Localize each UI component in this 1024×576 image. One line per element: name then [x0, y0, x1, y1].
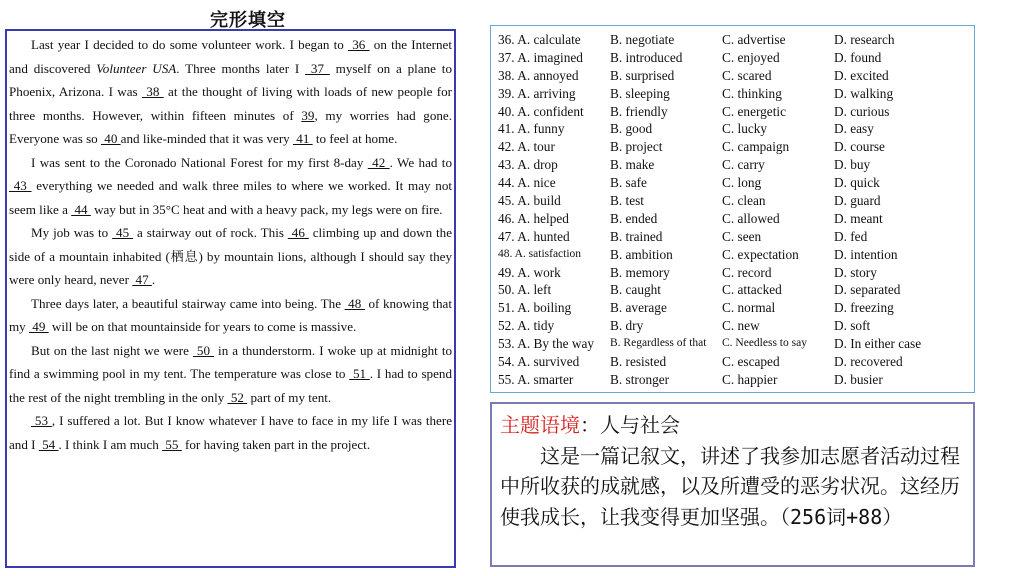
- passage-text: I was sent to the Coronado National Forest for my first 8-day: [31, 154, 368, 170]
- option-c: C. scared: [722, 67, 772, 83]
- option-d: D. busier: [834, 371, 883, 387]
- blank-50: 50: [192, 342, 215, 358]
- passage-paragraph: [9, 151, 452, 222]
- option-row: [498, 335, 970, 353]
- option-row: [498, 192, 970, 210]
- option-row: [498, 103, 970, 121]
- option-b: B. ambition: [610, 246, 673, 262]
- option-d: D. soft: [834, 318, 871, 334]
- blank-45: 45: [112, 225, 134, 240]
- option-a: 36. A. calculate: [498, 32, 581, 47]
- option-b: B. safe: [610, 175, 647, 191]
- option-b: B. caught: [610, 282, 661, 298]
- option-a: 51. A. boiling: [498, 300, 572, 316]
- blank-40: 40: [101, 131, 121, 146]
- blank-41: 41: [293, 131, 313, 146]
- passage-text: But on the last night we were: [31, 342, 193, 358]
- option-d: D. buy: [834, 157, 871, 173]
- option-row: [498, 228, 970, 246]
- passage-text: . I had to spend the rest of the night trembling in the only: [9, 366, 453, 405]
- option-a: 49. A. work: [498, 264, 561, 280]
- theme-label: 主题语境: [500, 413, 580, 437]
- option-a: 55. A. smarter: [498, 371, 574, 387]
- blank-44: 44: [71, 201, 91, 217]
- passage-text: of knowing that my: [9, 295, 453, 334]
- option-b: B. negotiate: [610, 32, 675, 47]
- option-d: D. found: [834, 49, 882, 65]
- option-d: D. excited: [834, 67, 889, 83]
- option-a: 47. A. hunted: [498, 228, 570, 244]
- option-c: C. carry: [722, 157, 765, 173]
- option-a: 52. A. tidy: [498, 318, 555, 334]
- option-b: B. Regardless of that: [610, 337, 707, 350]
- option-d: D. intention: [834, 246, 898, 262]
- passage-paragraph: [9, 33, 452, 151]
- blank-39: 39: [301, 107, 315, 123]
- passage-text: everything we needed and walk three miles to where we worked. It may not seem like a: [9, 178, 453, 217]
- option-row: [498, 120, 970, 138]
- blank-42: 42: [367, 154, 390, 170]
- blank-54: 54: [38, 436, 59, 452]
- theme-body: 这是一篇记叙文，讲述了我参加志愿者活动过程中所收获的成就感，以及所遭受的恶劣状况。这经历使我成长，让我变得更加坚强。（256词+88）: [500, 443, 960, 529]
- passage-text: will be on that mountainside for years to come is massive.: [48, 319, 357, 334]
- passage-text: climbing up and down the side of a mountain inhabited (栖息) by mountain lions, although I should say they were only heard, never: [9, 225, 453, 287]
- option-c: C. new: [722, 318, 760, 334]
- passage-text: My job was to: [31, 225, 113, 240]
- passage-text: , my worries had gone. Everyone was so: [9, 107, 452, 146]
- passage-text: Three days later, a beautiful stairway came into being. The: [31, 295, 345, 311]
- blank-49: 49: [29, 319, 49, 334]
- option-row: [498, 353, 970, 371]
- blank-46: 46: [287, 225, 309, 240]
- passage-paragraph: [9, 409, 452, 456]
- option-a: 41. A. funny: [498, 121, 565, 137]
- option-row: [498, 281, 970, 299]
- option-row: [498, 138, 970, 156]
- option-c: C. enjoyed: [722, 49, 780, 65]
- option-b: B. test: [610, 193, 644, 209]
- passage-italic-text: Volunteer USA: [96, 60, 177, 76]
- page-title: 完形填空: [210, 10, 286, 31]
- option-c: C. Needless to say: [722, 337, 807, 350]
- option-d: D. walking: [834, 85, 894, 101]
- option-a: 54. A. survived: [498, 354, 580, 370]
- option-c: C. advertise: [722, 32, 786, 47]
- option-c: C. attacked: [722, 282, 782, 298]
- option-a: 38. A. annoyed: [498, 67, 579, 83]
- option-a: 46. A. helped: [498, 210, 569, 226]
- option-d: D. fed: [834, 228, 868, 244]
- option-d: D. research: [834, 32, 895, 47]
- blank-36: 36: [348, 37, 370, 52]
- option-c: C. escaped: [722, 354, 780, 370]
- option-c: C. seen: [722, 228, 762, 244]
- option-c: C. lucky: [722, 121, 768, 137]
- blank-47: 47: [132, 272, 152, 287]
- option-a: 45. A. build: [498, 193, 561, 209]
- passage-text: and like-minded that it was very: [120, 131, 293, 146]
- option-b: B. dry: [610, 318, 644, 334]
- option-row: [498, 31, 970, 49]
- passage-text: myself on a plane to Phoenix, Arizona. I was: [9, 60, 452, 99]
- option-c: C. thinking: [722, 85, 782, 101]
- options-box: [490, 25, 975, 393]
- option-b: B. project: [610, 139, 663, 155]
- passage-text: at the thought of living with loads of new people for three months. However, within fifteen minutes of: [9, 84, 453, 123]
- option-b: B. memory: [610, 264, 670, 280]
- option-d: D. story: [834, 264, 877, 280]
- option-b: B. ended: [610, 210, 658, 226]
- option-d: D. quick: [834, 175, 880, 191]
- option-a: 42. A. tour: [498, 139, 555, 155]
- option-b: B. trained: [610, 228, 663, 244]
- option-c: C. happier: [722, 371, 778, 387]
- option-row: [498, 156, 970, 174]
- option-a: 53. A. By the way: [498, 336, 595, 352]
- option-c: C. record: [722, 264, 772, 280]
- passage-text: way but in 35°C heat and with a heavy pack, my legs were on fire.: [90, 201, 443, 217]
- blank-55: 55: [162, 436, 182, 452]
- theme-label-suffix: ：人与社会: [580, 413, 680, 437]
- option-b: B. sleeping: [610, 85, 670, 101]
- blank-53: 53: [31, 413, 52, 428]
- option-d: D. In either case: [834, 336, 922, 352]
- option-row: [498, 246, 970, 264]
- option-row: [498, 210, 970, 228]
- option-c: C. long: [722, 175, 762, 191]
- option-b: B. good: [610, 121, 653, 137]
- passage-paragraph: [9, 292, 452, 339]
- option-d: D. easy: [834, 121, 874, 137]
- passage-text: .: [151, 272, 156, 287]
- blank-43: 43: [9, 178, 32, 193]
- passage-text: in a thunderstorm. I woke up at midnight to find a swimming pool in my tent. The temperature was close to: [9, 342, 452, 381]
- passage-text: for having taken part in the project.: [181, 436, 371, 452]
- option-a: 48. A. satisfaction: [498, 247, 582, 260]
- blank-37: 37: [305, 60, 330, 76]
- passage-text: Last year I decided to do some volunteer work. I began to: [31, 37, 349, 52]
- passage-text: . We had to: [389, 154, 452, 170]
- blank-51: 51: [349, 366, 370, 381]
- option-b: B. make: [610, 157, 655, 173]
- option-row: [498, 85, 970, 103]
- option-c: C. normal: [722, 300, 776, 316]
- option-row: [498, 371, 970, 389]
- option-d: D. guard: [834, 193, 881, 209]
- passage-box: [5, 29, 456, 568]
- passage-paragraph: [9, 221, 452, 292]
- theme-heading: [500, 410, 965, 441]
- option-d: D. meant: [834, 210, 883, 226]
- option-a: 37. A. imagined: [498, 49, 583, 65]
- option-b: B. average: [610, 300, 667, 316]
- option-a: 43. A. drop: [498, 157, 558, 173]
- option-c: C. allowed: [722, 210, 780, 226]
- option-a: 50. A. left: [498, 282, 552, 298]
- passage-text: to feel at home.: [312, 131, 398, 146]
- option-d: D. separated: [834, 282, 901, 298]
- option-b: B. stronger: [610, 371, 670, 387]
- blank-52: 52: [227, 389, 248, 405]
- passage-text: part of my tent.: [247, 389, 332, 405]
- option-row: [498, 49, 970, 67]
- blank-48: 48: [344, 295, 365, 311]
- option-d: D. recovered: [834, 354, 903, 370]
- option-row: [498, 174, 970, 192]
- option-a: 44. A. nice: [498, 175, 556, 191]
- option-b: B. resisted: [610, 354, 667, 370]
- passage-paragraph: [9, 339, 452, 410]
- option-d: D. freezing: [834, 300, 894, 316]
- passage-text: , I suffered a lot. But I know whatever I have to face in my life I was there and I: [9, 413, 453, 452]
- option-d: D. course: [834, 139, 885, 155]
- option-b: B. introduced: [610, 49, 683, 65]
- option-d: D. curious: [834, 103, 890, 119]
- option-row: [498, 264, 970, 282]
- option-a: 39. A. arriving: [498, 85, 576, 101]
- option-row: [498, 299, 970, 317]
- option-c: C. expectation: [722, 246, 799, 262]
- option-c: C. energetic: [722, 103, 786, 119]
- option-b: B. surprised: [610, 67, 675, 83]
- theme-box: [490, 402, 975, 567]
- option-c: C. clean: [722, 193, 766, 209]
- option-a: 40. A. confident: [498, 103, 584, 119]
- option-row: [498, 67, 970, 85]
- passage-text: . Three months later I: [176, 60, 306, 76]
- passage-text: . I think I am much: [58, 436, 163, 452]
- option-b: B. friendly: [610, 103, 668, 119]
- option-c: C. campaign: [722, 139, 790, 155]
- passage-text: on the Internet and discovered: [9, 37, 452, 76]
- blank-38: 38: [141, 84, 164, 99]
- passage-text: a stairway out of rock. This: [133, 225, 288, 240]
- option-row: [498, 317, 970, 335]
